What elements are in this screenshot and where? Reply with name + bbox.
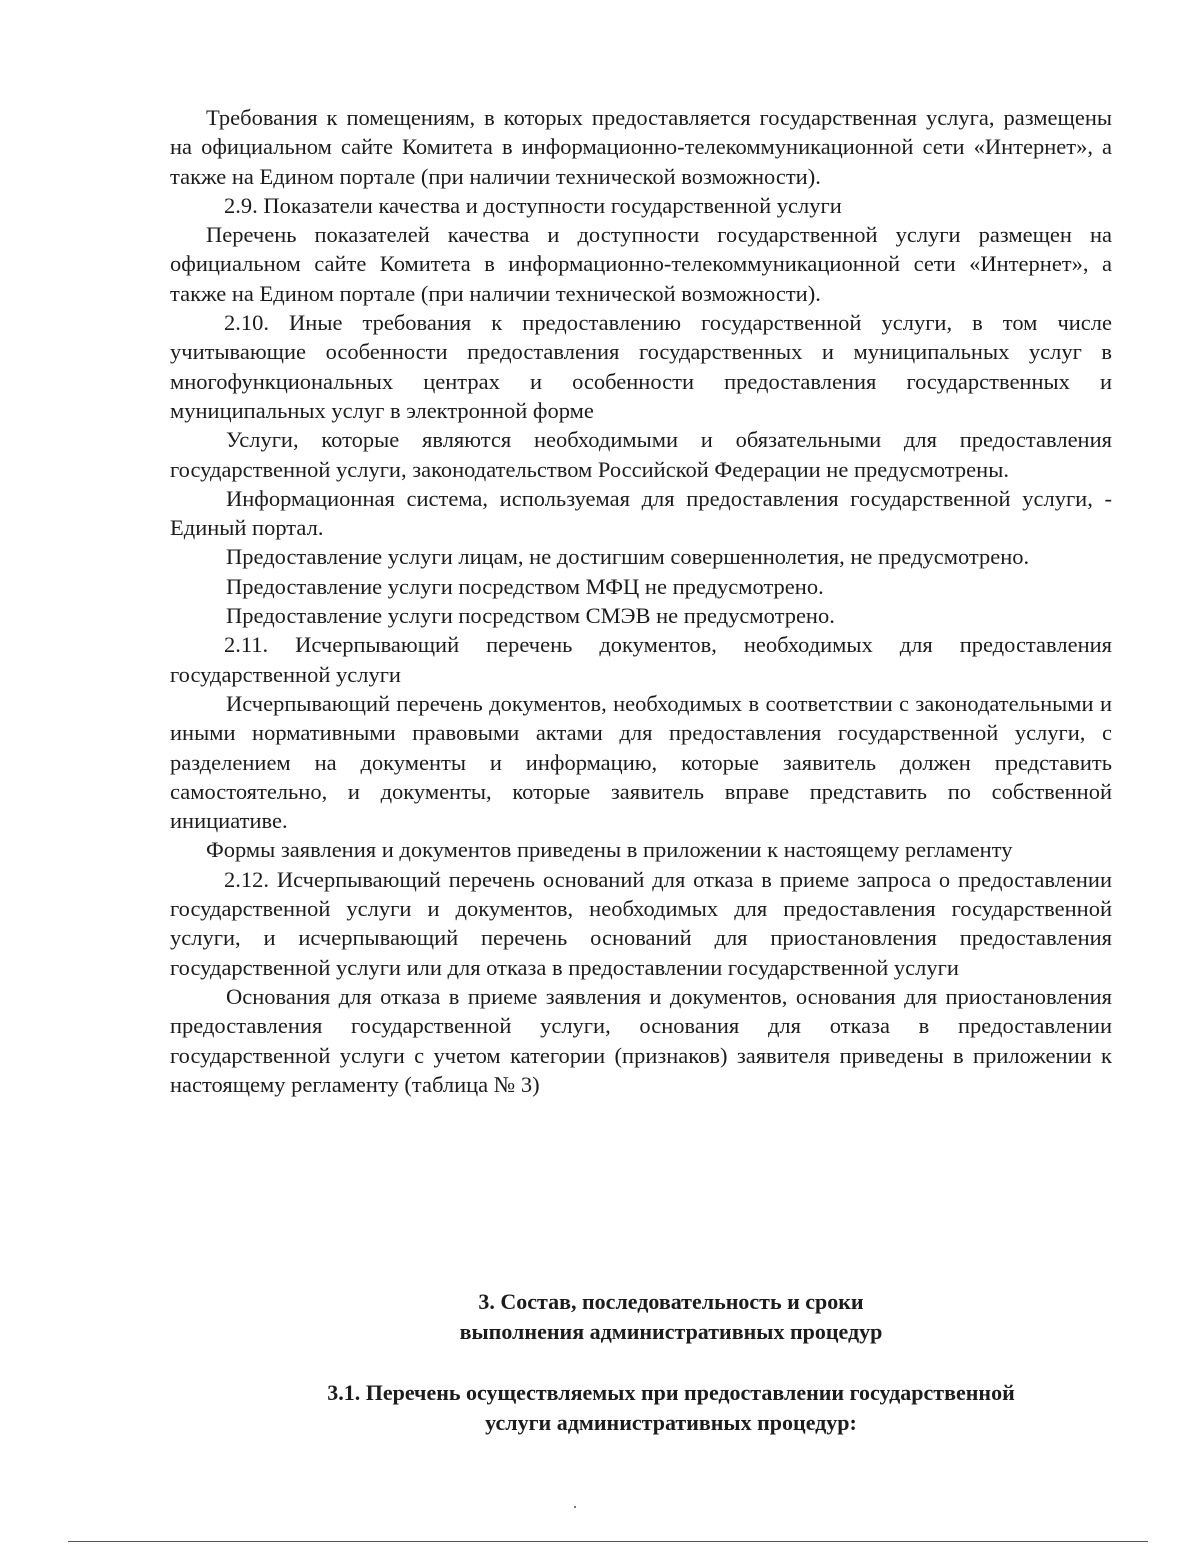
paragraph-quality-indicators: Перечень показателей качества и доступности государственной услуги размещен на официальном сайте Комитета в информационно-телекоммуникационной сети «Интернет», а также на Едином портале (при наличии технической возможности). (170, 222, 1112, 306)
paragraph-2-9-heading: 2.9. Показатели качества и доступности государственной услуги (224, 192, 842, 218)
paragraph-forms: Формы заявления и документов приведены в приложении к настоящему регламенту (206, 837, 1013, 863)
scan-speck (574, 1506, 576, 1508)
section-3-1-heading (200, 1378, 1142, 1438)
paragraph-mfc: Предоставление услуги посредством МФЦ не предусмотрено. (226, 573, 824, 599)
section-3-1-heading-line1: 3.1. Перечень осуществляемых при предоставлении государственной (327, 1380, 1015, 1405)
paragraph-minors: Предоставление услуги лицам, не достигшим совершеннолетия, не предусмотрено. (226, 544, 1030, 570)
section-3-heading-line1: 3. Состав, последовательность и сроки (478, 1289, 864, 1314)
paragraph-necessary-services: Услуги, которые являются необходимыми и обязательными для предоставления государственной услуги, законодательством Российской Федерации не предусмотрены. (170, 427, 1112, 482)
paragraph-2-11-heading: 2.11. Исчерпывающий перечень документов, необходимых для предоставления государственной услуги (170, 632, 1112, 687)
section-3-heading-line2: выполнения административных процедур (459, 1319, 883, 1344)
paragraph-refusal-grounds: Основания для отказа в приеме заявления и документов, основания для приостановления предоставления государственной услуги, основания для отказа в предоставлении государственной услуги с учетом категории (признаков) заявителя приведены в приложении к настоящему регламенту (таблица № 3) (170, 983, 1112, 1097)
paragraph-premises-requirements: Требования к помещениям, в которых предоставляется государственная услуга, размещены на официальном сайте Комитета в информационно-телекоммуникационной сети «Интернет», а также на Едином портале (при наличии технической возможности). (170, 105, 1112, 189)
document-body (170, 103, 1112, 1099)
paragraph-2-12-heading: 2.12. Исчерпывающий перечень оснований для отказа в приеме запроса о предоставлении государственной услуги и документов, необходимых для предоставления государственной услуги, и исчерпывающий перечень оснований для приостановления предоставления государственной услуги или для отказа в предоставлении государственной услуги (170, 866, 1112, 980)
bottom-rule (68, 1541, 1148, 1542)
paragraph-information-system: Информационная система, используемая для предоставления государственной услуги, - Единый портал. (170, 485, 1112, 541)
paragraph-2-10-heading: 2.10. Иные требования к предоставлению государственной услуги, в том числе учитывающие особенности предоставления государственных и муниципальных услуг в многофункциональных центрах и особенности предоставления государственных и муниципальных услуг в электронной форме (170, 310, 1112, 423)
paragraph-documents-list: Исчерпывающий перечень документов, необходимых в соответствии с законодательными и иными нормативными правовыми актами для предоставления государственной услуги, с разделением на документы и информацию, которые заявитель должен представить самостоятельно, и документы, которые заявитель вправе представить по собственной инициативе. (170, 690, 1112, 834)
paragraph-smev: Предоставление услуги посредством СМЭВ не предусмотрено. (226, 603, 835, 629)
section-3-heading (200, 1287, 1142, 1347)
section-3-1-heading-line2: услуги административных процедур: (485, 1410, 857, 1435)
